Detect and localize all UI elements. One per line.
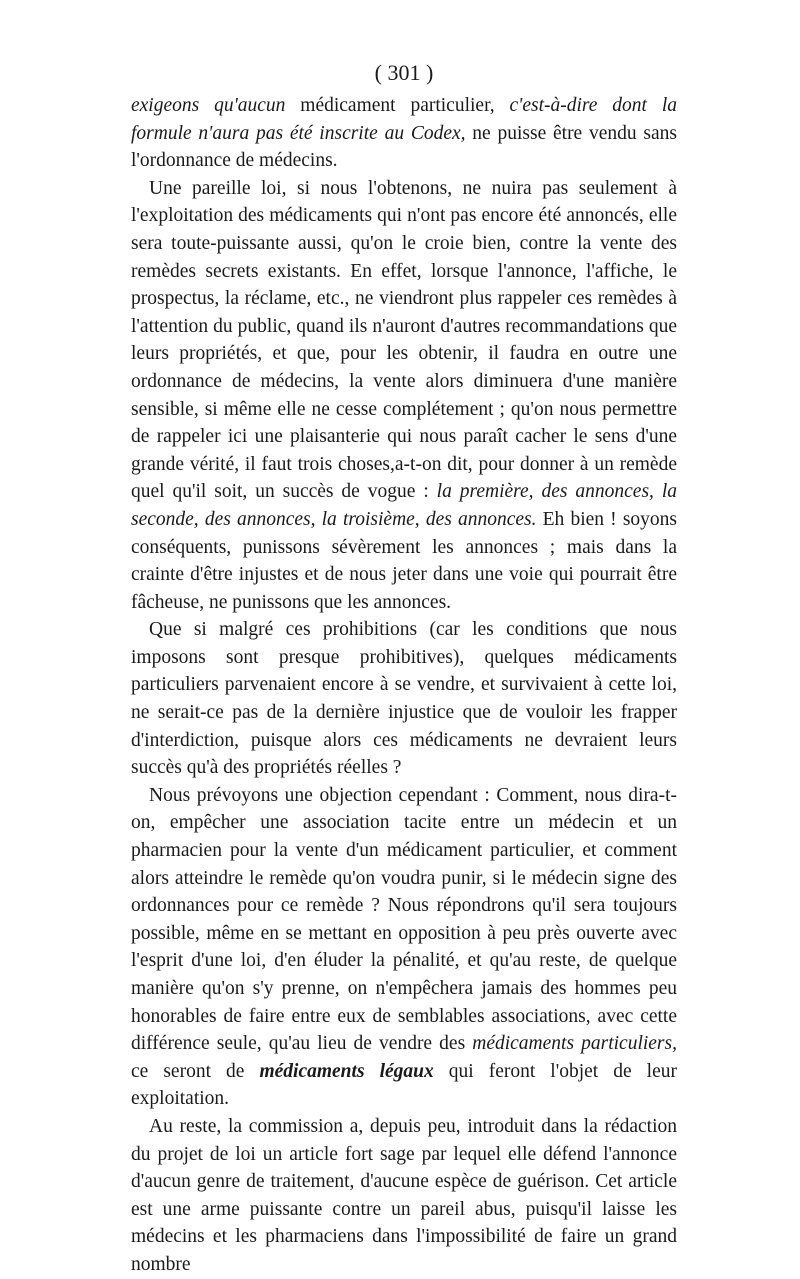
paragraph xyxy=(131,782,677,1113)
text-run: qui feront l'objet de leur exploitation. xyxy=(131,1060,677,1110)
text-run: Nous prévoyons une objection cependant : Comment, nous dira-t-on, empêcher une association tacite entre un médecin et un pharmacien pour la vente d'un médicament particulier, et comment alors atteindre le remède qu'on voudra punir, si le médecin signe des ordonnances pour ce remède ? Nous répondrons qu'il sera toujours possible, même en se mettant en opposition à peu près ouverte avec l'esprit d'une loi, d'en éluder la pénalité, et qu'au reste, de quelque manière qu'on s'y prenne, on n'empêchera jamais des hommes peu honorables de faire entre eux de semblables associations, avec cette différence seule, qu'au lieu de vendre des xyxy=(131,784,677,1055)
paragraph xyxy=(131,175,677,617)
text-run: Au reste, la commission a, depuis peu, introduit dans la rédaction du projet de loi un article fort sage par lequel elle défend l'annonce d'aucun genre de traitement, d'aucune espèce de guérison. Cet article est une arme puissante contre un pareil abus, puisqu'il laisse les médecins et les pharmaciens dans l'impossibilité de faire un grand nombre xyxy=(131,1115,677,1275)
emphasis-text: exigeons qu'aucun xyxy=(131,95,286,116)
text-run: ce seront de xyxy=(131,1060,260,1082)
page-number: ( 301 ) xyxy=(374,60,434,85)
book-page xyxy=(131,58,677,1279)
text-run: ne puisse être vendu sans l'ordonnance de médecins. xyxy=(131,122,677,172)
emphasis-text: médicaments légaux xyxy=(259,1060,434,1082)
text-run: médicament particulier, xyxy=(285,95,510,116)
text-run: Une pareille loi, si nous l'obtenons, ne nuira pas seulement à l'exploitation des médicaments qui n'ont pas encore été annoncés, elle sera toute-puissante aussi, qu'on le croie bien, contre la vente des remèdes secrets existants. En effet, lorsque l'annonce, l'affiche, le prospectus, la réclame, etc., ne viendront plus rappeler ces remèdes à l'attention du public, quand ils n'auront d'autres recommandations que leurs propriétés, et que, pour les obtenir, il faudra en outre une ordonnance de médecins, la vente alors diminuera d'une manière sensible, si même elle ne cesse complétement ; qu'on nous permettre de rappeler ici une plaisanterie qui nous paraît cacher le sens d'une grande vérité, il faut trois choses,a-t-on dit, pour donner à un remède quel qu'il soit, un succès de vogue : xyxy=(131,177,677,503)
paragraph xyxy=(131,92,677,175)
text-run: Que si malgré ces prohibitions (car les conditions que nous imposons sont presque prohibitives), quelques médicaments particuliers parvenaient encore à se vendre, et survivaient à cette loi, ne serait-ce pas de la dernière injustice que de vouloir les frapper d'interdiction, puisque alors ces médicaments ne devraient leurs succès qu'à des propriétés réelles ? xyxy=(131,619,677,779)
emphasis-text: médicaments particuliers, xyxy=(472,1033,677,1055)
paragraph xyxy=(131,616,677,782)
emphasis-text: c'est-à-dire dont la formule n'aura pas été inscrite au Codex, xyxy=(131,95,678,144)
paragraph xyxy=(131,1113,677,1279)
text-run: Eh bien ! soyons conséquents, punissons sévèrement les annonces ; mais dans la crainte d'être injustes et de nous jeter dans une voie qui pourrait être fâcheuse, ne punissons que les annonces. xyxy=(131,508,677,613)
emphasis-text: la première, des annonces, la seconde, des annonces, la troisième, des annonces. xyxy=(131,481,677,530)
body-text xyxy=(131,92,677,1279)
